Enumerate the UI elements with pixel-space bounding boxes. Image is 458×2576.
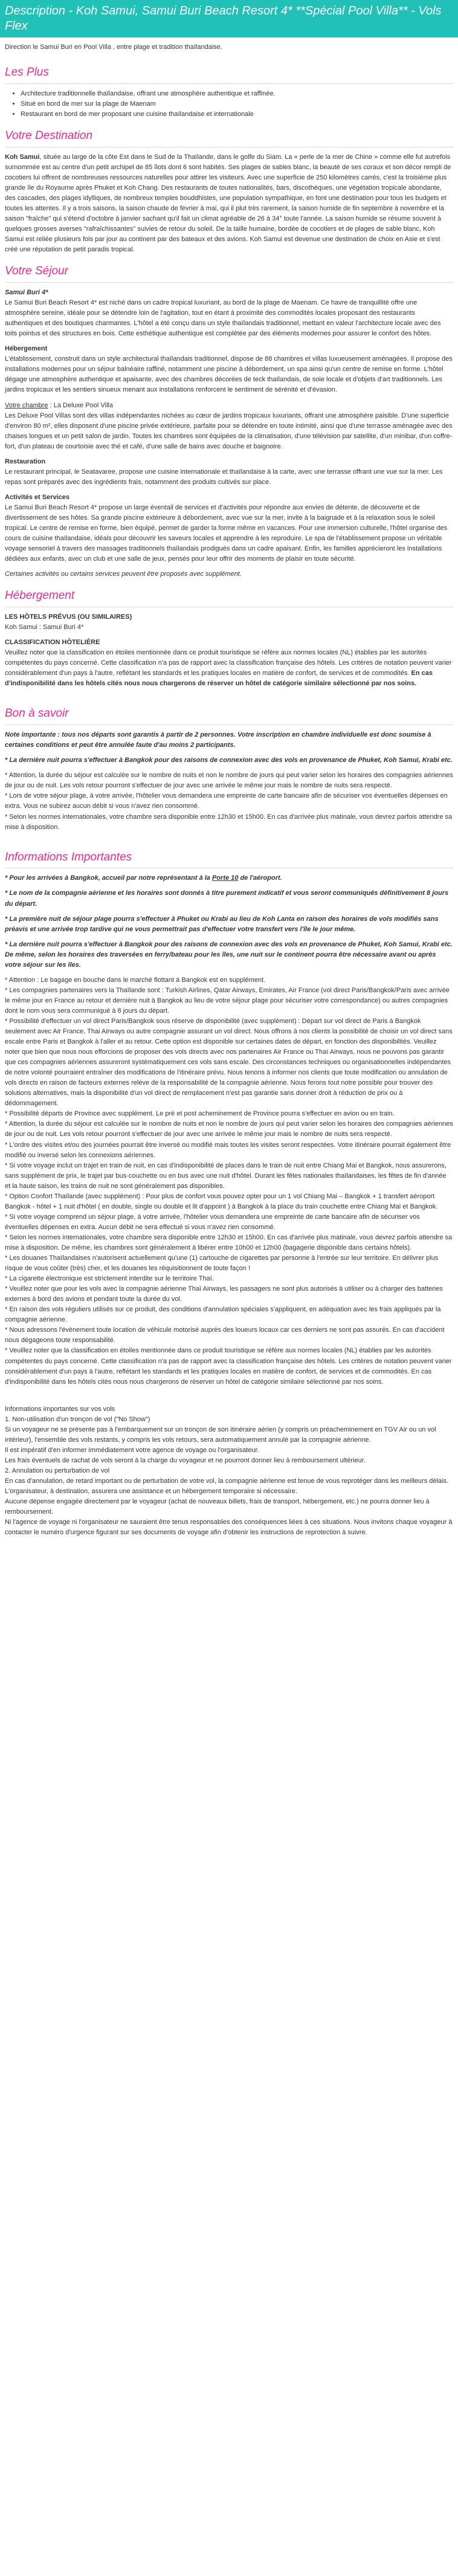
porte-link: Porte 10 (211, 874, 239, 882)
info-note: * Les douanes Thaïlandaises n'autorisent actuellement qu'une (1) cartouche de cigarettes par personne à l'entrée sur leur territoire. En délivrer plus risque de vous coûter (très) cher, et les douanes les réquisitionnent de toute façon ! (5, 1254, 439, 1273)
info-section (0, 851, 458, 1538)
heb-label: Hébergement (5, 345, 48, 353)
class-label: CLASSIFICATION HÔTELIÈRE (5, 639, 100, 647)
plus-section (0, 66, 458, 120)
room-name: : La Deluxe Pool Villa (48, 401, 113, 409)
room-text: Les Deluxe Pool Villas sont des villas indépendantes nichées au cœur de jardins tropicaux luxuriants, offrant une atmosphère paisible. D'une superficie d'environ 80 m², elles disposent d'une piscine privée extérieure, parfaite pour se détendre en toute intimité, ainsi que d'une terrasse aménagée avec des chaises longues et un petit salon de jardin. Toutes les chambres sont équipées de la climatisation, d'une télévision par satellite, d'un minibar, d'un coffre-fort, d'un plateau de courtoisie avec thé et café, d'une salle de bains avec douche et baignoire. (5, 412, 453, 450)
hotels-block (5, 612, 453, 633)
info-note: * Attention, la durée du séjour est calculée sur le nombre de nuits et non le nombre de jours qui peut varier selon les horaires des compagnies aériennes de jour ou de nuit. Les vols retour pourront s'effectuer de jour avec une arrivée le même jour mais le nombre de nuits sera respecté. (5, 1120, 453, 1138)
activities-text: Le Samui Buri Beach Resort 4* propose un large éventail de services et d'activités pour répondre aux envies de détente, de découverte et de divertissement de ses hôtes. Sa grande piscine extérieure à débordement, avec vue sur la mer, invite à la baignade et à la relaxation sous le soleil tropical. Le centre de remise en forme, bien équipé, permet de garder la forme même en vacances. Pour une immersion culturelle, l'hôtel organise des cours de cuisine thaïlandaise, idéals pour découvrir les saveurs locales et apprendre à les reproduire. Le spa de l'établissement propose un véritable voyage sensoriel à travers des massages traditionnels thaïlandais prodigués dans un cadre apaisant. Enfin, les familles apprécieront les installations dédiées aux enfants, avec un club et une salle de jeux, pensés pour leur offrir des moments de plaisir en toute sécurité. (5, 503, 448, 563)
info-note: * Selon les normes internationales, votre chambre sera disponible entre 12h30 et 15h00. En cas d'arrivée plus matinale, vous devrez parfois attendre sa mise à disposition. De même, les chambres sont généralement à libérer entre 10h00 et 12h00 (bagagerie disponible dans certains hôtels). (5, 1233, 453, 1251)
info-note: * Veuillez noter que pour les vols avec la compagnie aérienne Thaï Airways, les passagers ne sont plus autorisés à utiliser ou à charger des batteries externes à bord des avions et pendant toute la durée du vol. (5, 1285, 443, 1303)
flight-item: Les frais éventuels de rachat de vols seront à la charge du voyageur et ne pourront donner lieu à remboursement ultérieur. (5, 1456, 366, 1464)
info-pa (5, 873, 453, 883)
bon-p2: * La dernière nuit pourra s'effectuer à Bangkok pour des raisons de connexion avec des vols en provenance de Phuket, Koh Samui, Krabi etc. (5, 757, 453, 764)
flight-info (5, 1404, 453, 1538)
heb-block (5, 344, 453, 395)
destination-heading: Votre Destination (5, 129, 93, 142)
flight-item: 2. Annulation ou perturbation de vol (5, 1467, 110, 1474)
list-item: • Situé en bord de mer sur la plage de Maenam (21, 99, 453, 109)
plus-list (5, 89, 453, 120)
info-note: * En raison des vols réguliers utilisés sur ce produit, des conditions d'annulation spéciales s'appliquent, en adéquation avec les frais appliqués par la compagnie aérienne. (5, 1306, 441, 1324)
hotel-line: Koh Samui : Samui Buri 4* (5, 624, 84, 631)
list-item: • Restaurant en bord de mer proposant une cuisine thaïlandaise et internationale (21, 109, 453, 120)
flight-heading: Informations importantes sur vos vols (5, 1405, 115, 1413)
info-pd: * La dernière nuit pourra s'effectuer à Bangkok pour des raisons de connexion avec des vols en provenance de Phuket, Koh Samui, Krabi etc. De même, selon les horaires des traversées en ferry/bateau pour les îles, une nuit sur le continent pourra être nécessaire avant ou après votre séjour sur les îles. (5, 940, 453, 969)
info-pa-post: de l'aéroport. (238, 874, 282, 882)
bon-notes (5, 770, 453, 832)
info-note: * Possibilité d'effectuer un vol direct Paris/Bangkok sous réserve de disponibilité (avec supplément) : Départ sur vol direct de Paris à Bangkok seulement avec Air France, Thai Airways ou autre compagnie assurant un vol direct. Nous offrons à nos clients la possibilité de choisir un vol direct sans escale entre Paris et Bangkok à l'aller et au retour. Cette option est disponible sur certaines dates de départ, en fonction des disponibilités. Veuillez noter que bien que nous nous efforcions de proposer des vols directs avec nos partenaires Air France ou Thaï Airways, nous ne pouvons pas garantir que ces compagnies aériennes assureront systématiquement ces vols sans escale. Des circonstances techniques ou organisationnelles indépendantes de notre volonté pourraient entraîner des modifications de l'itinéraire prévu. Nous tenons à informer nos clients que toute modification ou annulation de vols directs en raison de facteurs externes relève de la responsabilité de la compagnie aérienne. Nous ferons tout notre possible pour trouver des solutions alternatives, mais la disponibilité d'un vol direct de remplacement n'est pas garantie sans donner droit à réduction de prix ou à dédommagement. (5, 1017, 453, 1108)
sejour-section (0, 265, 458, 579)
info-note: * L'ordre des visites et/ou des journées pourrait être inversé ou modifié mais toutes les visites seront respectées. Votre itinéraire pourrait également être modifié ou inversé selon les connexions aériennes. (5, 1141, 451, 1159)
info-pa-pre: * Pour les arrivées à Bangkok, accueil par notre représentant à la (5, 874, 212, 882)
hotels-prevus: LES HÔTELS PRÉVUS (OU SIMILAIRES) (5, 613, 132, 621)
page-title: Description - Koh Samui, Samui Buri Beach Resort 4* **Spécial Pool Villa** - Vols Flex (0, 0, 458, 37)
divider (5, 83, 453, 84)
flight-item: Si un voyageur ne se présente pas à l'embarquement sur un tronçon de son itinéraire aérien (y compris un préacheminement en TGV Air ou un vol intérieur), l'ensemble des vols restants, y compris les vols retours, sera automatiquement annulé par la compagnie aérienne. (5, 1425, 436, 1444)
info-note: * Si votre voyage comprend un séjour plage, à votre arrivée, l'hôtelier vous demandera une empreinte de carte bancaire afin de sécuriser vos éventuelles dépenses en extra. Aucun débit ne sera effectué si vous n'avez rien consommé. (5, 1213, 420, 1231)
class-block (5, 638, 453, 689)
info-note: * Veuillez noter que la classification en étoiles mentionnée dans ce produit touristique se réfère aux normes locales (NL) établies par les autorités compétentes du pays concerné. Cette classification n'a pas de rapport avec la classification française des hôtels. Les critères de notation peuvent varier considérablement d'un pays à l'autre, reflétant les standards et les pratiques locales en matière de confort, de services et de commodités. En cas d'indisponibilité dans les hôtels cités nous nous chargerons de réserver un hôtel de catégorie similaire sélectionné par nos soins. (5, 1347, 452, 1386)
info-note: * Les compagnies partenaires vers la Thaïlande sont : Turkish Airlines, Qatar Airways, Emirates, Air France (vol direct Paris/Bangkok/Paris avec arrivée le même jour en France au retour et dernière nuit à Bangkok au lieu de votre séjour plage pour sécuriser votre correspondance) ou autres compagnies dont le nom vous sera communiqué à 8 jours du départ. (5, 986, 450, 1015)
spacer (5, 1387, 453, 1396)
room-block (5, 401, 453, 452)
divider (5, 282, 453, 283)
flight-item: En cas d'annulation, de retard important ou de perturbation de votre vol, la compagnie aérienne est tenue de vous reprotéger dans les meilleurs délais. (5, 1477, 449, 1485)
flight-item: Ni l'agence de voyage ni l'organisateur ne sauraient être tenus responsables des conséquences liées à ces situations. Nous invitons chaque voyageur à contacter le numéro d'urgence figurant sur ses documents de voyage afin d'obtenir les instructions de reprotection à suivre. (5, 1519, 453, 1537)
hotel-name: Samui Buri 4* (5, 289, 48, 297)
bon-p1: Note importante : tous nos départs sont garantis à partir de 2 personnes. Votre inscription en chambre individuelle est donc soumise à certaines conditions et peut être annulée faute d'au moins 2 participants. (5, 731, 431, 749)
flight-item: 1. Non-utilisation d'un tronçon de vol ("No Show") (5, 1415, 150, 1423)
activities-label: Activités et Services (5, 493, 70, 501)
info-note: * Nous adressons l'évènement toute location de véhicule motorisé auprès des loueurs locaux car ces derniers ne sont pas assurés. En cas d'accident nous dégageons toute responsabilité. (5, 1326, 445, 1344)
resto-text: Le restaurant principal, le Seatavaree, propose une cuisine internationale et thaïlandaise à la carte, avec une terrasse offrant une vue sur la mer. Les repas sont préparés avec des ingrédients frais, notamment des produits cultivés sur place. (5, 468, 443, 486)
spacer (5, 1396, 453, 1404)
destination-lead: Koh Samui (5, 153, 40, 161)
list-item: • Architecture traditionnelle thaïlandaise, offrant une atmosphère authentique et raffinée. (21, 89, 453, 99)
bon-p5: * Selon les normes internationales, votre chambre sera disponible entre 12h30 et 15h00. En cas d'arrivée plus matinale, vous devrez parfois attendre sa mise à disposition. (5, 813, 453, 831)
flight-item: Aucune dépense engagée directement par le voyageur (achat de nouveaux billets, frais de transport, hébergement, etc.) ne pourra donner lieu à remboursement. (5, 1498, 430, 1516)
room-label: Votre chambre (5, 401, 48, 409)
destination-text (5, 152, 453, 255)
hebergement-heading: Hébergement (5, 589, 75, 602)
info-note: * Option Confort Thaïlande (avec supplément) : Pour plus de confort vous pouvez opter pour un 1 vol Chiang Mai – Bangkok + 1 transfert aéroport Bangkok - hôtel + 1 nuit d'hôtel ( en double, single ou double et lit d'appoint ) à Bangkok à la place du train couchette entre Chiang Mai et Bangkok. (5, 1192, 438, 1210)
sejour-heading: Votre Séjour (5, 265, 68, 278)
resto-block (5, 457, 453, 488)
hotel-desc: Le Samui Buri Beach Resort 4* est niché dans un cadre tropical luxuriant, au bord de la plage de Maenam. Ce havre de tranquillité offre une atmosphère sereine, idéale pour se détendre loin de l'agitation, tout en étant à proximité des commodités locales proposant des restaurants authentiques et des boutiques charmantes. L'hôtel a été conçu dans un style thaïlandais traditionnel, mettant en valeur l'architecture locale avec des toits pointus et des structures en bois. Cette esthétique authentique est complétée par des éléments modernes pour assurer le confort des hôtes. (5, 299, 441, 338)
bon-p3: * Attention, la durée du séjour est calculée sur le nombre de nuits et non le nombre de jours qui peut varier selon les horaires des compagnies aériennes de jour ou de nuit. Les vols retour pourront s'effectuer de jour avec une arrivée le même jour mais le nombre de nuits sera respecté. (5, 772, 453, 790)
class-bold: En cas d'indisponibilité dans les hôtels cités nous nous chargerons de réserver un hôtel de catégorie similaire sélectionné par nos soins. (5, 670, 433, 688)
info-note: * Attention : Le bagage en bouche dans le marché flottant à Bangkok est en supplément. (5, 976, 266, 984)
bon-p4: * Lors de votre séjour plage, à votre arrivée, l'hôtelier vous demandera une empreinte de carte bancaire afin de sécuriser vos éventuelles dépenses en extra. Vous ne subirez aucun débit si vous n'avez rien consommé. (5, 792, 448, 810)
heb-text: L'établissement, construit dans un style architectural thaïlandais traditionnel, dispose de 88 chambres et villas luxueusement aménagées. Il propose des installations modernes pour un séjour balnéaire raffiné, notamment une piscine à débordement, un spa ainsi qu'un centre de remise en forme. L'hôtel dégage une atmosphère authentique et apaisante, avec des chambres décorées de teck thaïlandais, de soie locale et d'objets d'art traditionnels. Les jardins tropicaux et les sentiers sinueux menant aux installations renforcent le sentiment de sérénité et d'évasion. (5, 355, 453, 394)
info-note: * Si votre voyage inclut un trajet en train de nuit, en cas d'indisponibilité de places dans le train de nuit entre Chiang Mai et Bangkok, nous assurerons, sans supplément de prix, le trajet par bus-couchette ou en bus avec une nuit d'hôtel. Durant les fêtes nationales thaïlandaises, les fêtes de fin d'année et la haute saison, les trains de nuit ne sont généralement pas disponibles. (5, 1161, 447, 1190)
cert-text: Certaines activités ou certains services peuvent être proposés avec supplément. (5, 570, 242, 578)
spacer (0, 699, 458, 707)
plus-heading: Les Plus (5, 66, 49, 79)
info-pc: * La première nuit de séjour plage pourra s'effectuer à Phuket ou Krabi au lieu de Koh Lanta en raison des horaires de vols modifiés sans préavis et une arrivée trop tardive qui ne vous permettrait pas d'effectuer votre transfert vers l'île le jour même. (5, 915, 439, 933)
resto-label: Restauration (5, 457, 46, 465)
info-note: * La cigarette électronique est strictement interdite sur le territoire Thaï. (5, 1275, 214, 1283)
flight-item: Il est impératif d'en informer immédiatement votre agence de voyage ou l'organisateur. (5, 1446, 259, 1454)
destination-section (0, 129, 458, 255)
intro-text: Direction le Samui Buri en Pool Villa , entre plage et tradition thaïlandaise. (5, 44, 222, 51)
spacer (0, 842, 458, 851)
activities-block (5, 492, 453, 564)
bon-section (0, 707, 458, 832)
hotel-block (5, 288, 453, 339)
info-note: * Possibilité départs de Province avec supplément. Le pré et post acheminement de Province pourra s'effectuer en avion ou en train. (5, 1110, 395, 1118)
destination-body: , située au large de la côte Est dans le Sud de la Thaïlande, dans le golfe du Siam. La « perle de la mer de Chine » comme elle fut autrefois surnommée est au centre d'un petit archipel de 85 îlots dont 6 sont habités. Ses plages de sables blanc, la beauté de ses coraux et son décor rempli de cocotiers lui offrent de nombreuses ressources naturelles pour attirer les visiteurs. Avec une superficie de 250 kilomètres carrés, c'est la troisième plus grande île du Royaume après Phuket et Koh Chang. Des restaurants de toutes nationalités, bars, discothèques, une végétation tropicale abondante, des cascades, des plages idylliques, de nombreux temples bouddhistes, une population sympathique, en font une destination pour tous les budgets et toutes les attentes. Il y a trois saisons, la saison chaude de février à mai, qui il plut très rarement, la saison humide de fin septembre à novembre et la saison "fraîche" qui s'étend d'octobre à janvier sachant qu'il fait un climat agréable de 26 à 34° toute l'année. La saison humide se résume souvent à quelques grosses averses "rafraîchissantes" suivies de retour du soleil. De la taille humaine, bordée de cocotiers et de plages de sable blanc, Koh Samui est reliée plusieurs fois par jour au continent par des bateaux et des avions. Koh Samui est devenue une destination de choix en Asie et s'est créé une réputation de petit paradis tropical. (5, 153, 451, 254)
info-heading: Informations Importantes (5, 850, 132, 864)
info-pb: * Le nom de la compagnie aérienne et les horaires sont donnés à titre purement indicatif et vous seront communiqués définitivement 8 jours du départ. (5, 889, 449, 908)
info-notes (5, 975, 453, 1387)
flight-item: L'organisateur, à destination, assurera une assistance et un hébergement temporaire si nécessaire. (5, 1488, 297, 1496)
bon-heading: Bon à savoir (5, 707, 69, 720)
class-text: Veuillez noter que la classification en étoiles mentionnée dans ce produit touristique se réfère aux normes locales (NL) établies par les autorités compétentes du pays concerné. Cette classification n'a pas de rapport avec la classification française des hôtels. Les critères de notation peuvent varier considérablement d'un pays à l'autre, reflétant les standards et les pratiques locales en matière de confort, de services et de commodités. (5, 649, 452, 677)
hebergement-section (0, 589, 458, 689)
